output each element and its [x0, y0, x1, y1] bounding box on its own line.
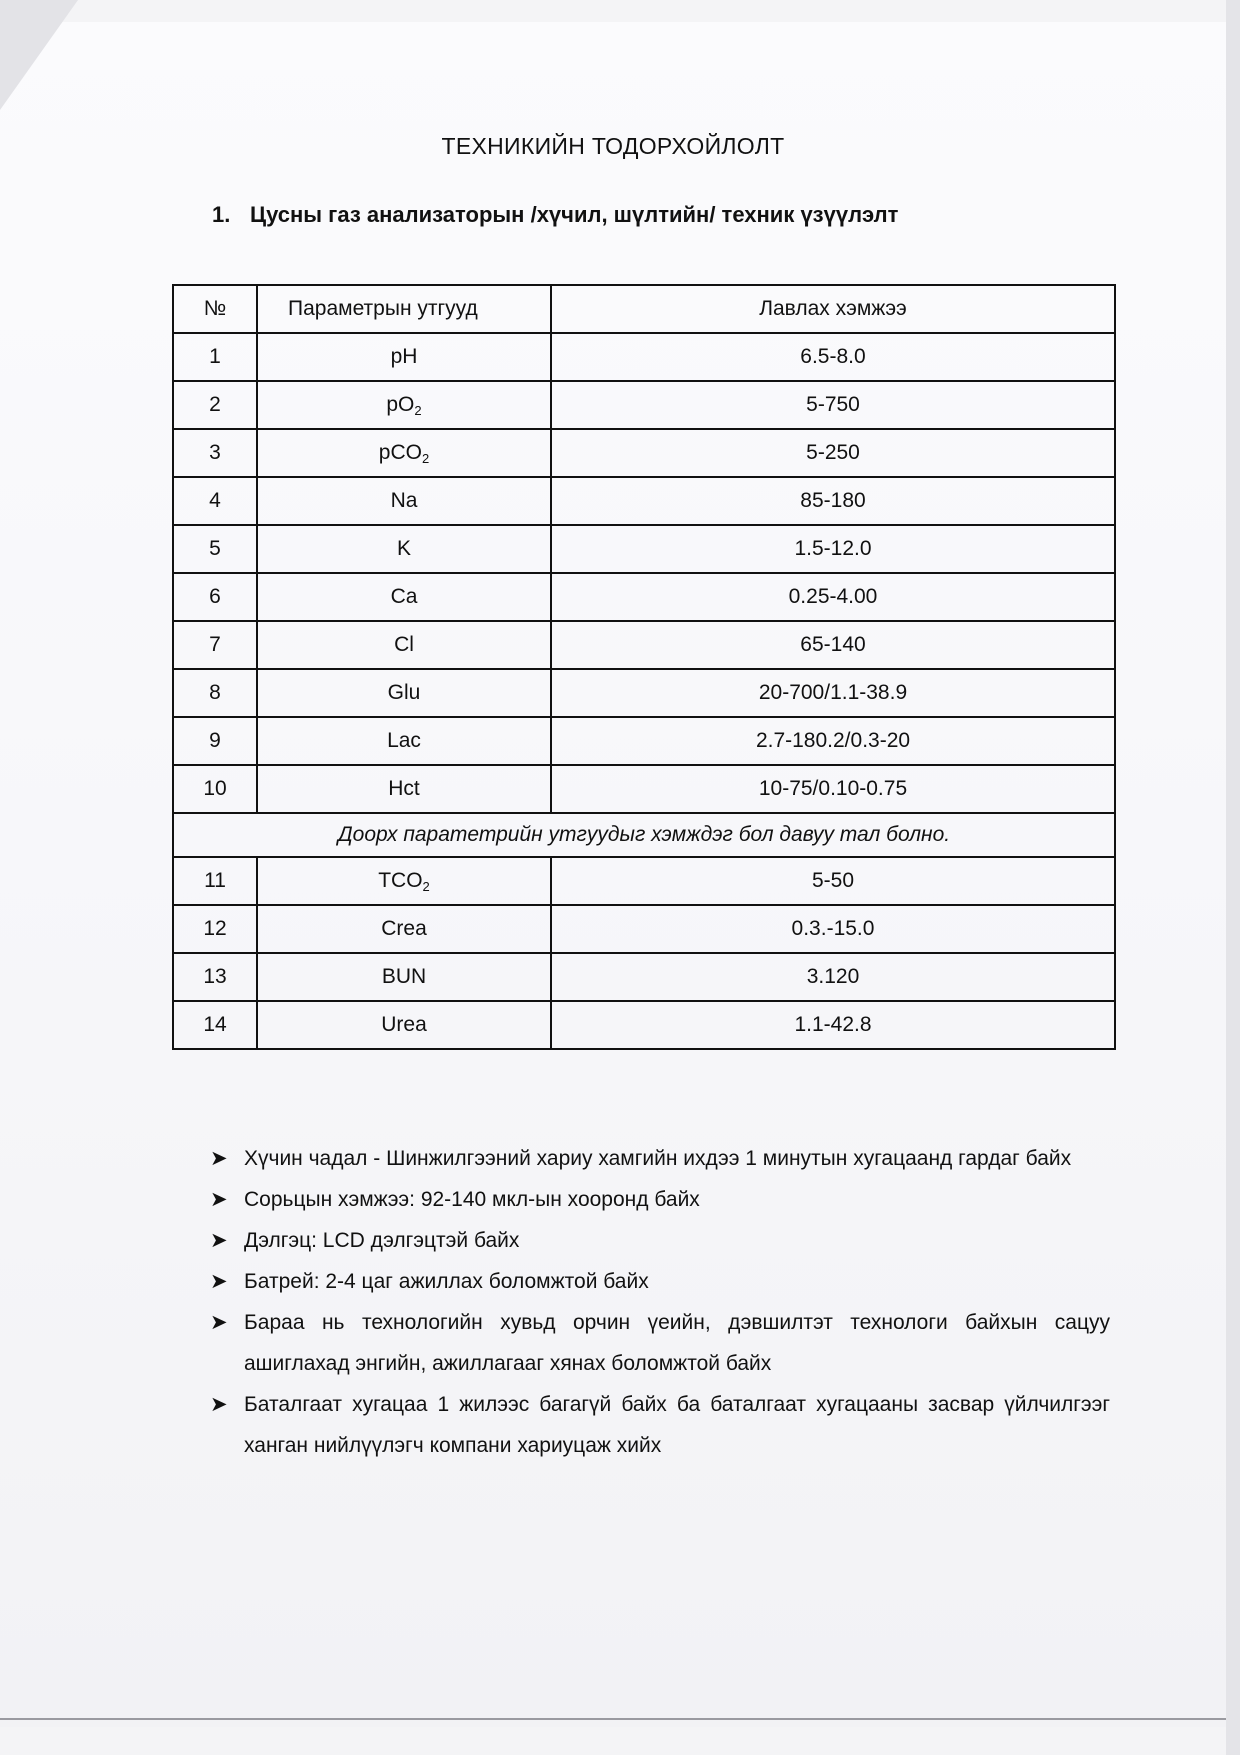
param-symbol: pCO [378, 440, 422, 464]
param-subscript: 2 [414, 402, 422, 418]
table-row [173, 765, 1115, 813]
list-item [210, 1179, 1110, 1220]
document-heading: ТЕХНИКИЙН ТОДОРХОЙЛОЛТ [441, 133, 785, 159]
param-name [257, 621, 551, 669]
list-item-text: Сорьцын хэмжээ: 92-140 мкл-ын хооронд байх [244, 1188, 700, 1211]
param-symbol: Glu [387, 681, 421, 704]
param-name [257, 573, 551, 621]
row-number: 4 [173, 477, 257, 525]
param-name [257, 905, 551, 953]
table-row [173, 717, 1115, 765]
table-note-row [173, 813, 1115, 857]
param-name [257, 429, 551, 477]
table-row [173, 333, 1115, 381]
param-name [257, 333, 551, 381]
row-number: 8 [173, 669, 257, 717]
param-symbol: pO [386, 392, 415, 416]
table-row [173, 525, 1115, 573]
list-item-text: Дэлгэц: LCD дэлгэцтэй байх [244, 1229, 520, 1252]
list-item [210, 1220, 1110, 1261]
param-name [257, 477, 551, 525]
table-row [173, 477, 1115, 525]
reference-range: 2.7-180.2/0.3-20 [551, 717, 1115, 765]
table-row [173, 381, 1115, 429]
row-number: 1 [173, 333, 257, 381]
param-name [257, 717, 551, 765]
arrow-bullet-icon: ➤ [210, 1270, 228, 1293]
table-row [173, 429, 1115, 477]
param-subscript: 2 [421, 450, 430, 466]
table-row [173, 905, 1115, 953]
param-subscript: 2 [422, 878, 430, 894]
param-name [257, 381, 551, 429]
param-symbol: BUN [381, 965, 427, 988]
row-number: 7 [173, 621, 257, 669]
param-name [257, 765, 551, 813]
list-item [210, 1302, 1110, 1384]
table-row [173, 953, 1115, 1001]
row-number: 12 [173, 905, 257, 953]
param-symbol: K [396, 537, 411, 560]
reference-range: 6.5-8.0 [551, 333, 1115, 381]
param-name [257, 669, 551, 717]
reference-range: 3.120 [551, 953, 1115, 1001]
spec-table [172, 284, 1116, 1050]
section-title [212, 202, 898, 228]
list-item [210, 1384, 1110, 1466]
param-name [257, 1001, 551, 1049]
row-number: 9 [173, 717, 257, 765]
arrow-bullet-icon: ➤ [210, 1147, 228, 1170]
reference-range: 5-750 [551, 381, 1115, 429]
param-symbol: Hct [388, 777, 420, 800]
row-number: 14 [173, 1001, 257, 1049]
section-title-text: Цусны газ анализаторын /хүчил, шүлтийн/ техник үзүүлэлт [250, 202, 899, 227]
row-number: 11 [173, 857, 257, 905]
requirements-list [210, 1138, 1110, 1466]
reference-range: 65-140 [551, 621, 1115, 669]
param-symbol: TCO [378, 868, 423, 892]
reference-range: 1.5-12.0 [551, 525, 1115, 573]
arrow-bullet-icon: ➤ [210, 1311, 228, 1334]
arrow-bullet-icon: ➤ [210, 1229, 228, 1252]
param-name [257, 953, 551, 1001]
header-ref: Лавлах хэмжээ [551, 285, 1115, 333]
table-note: Доорх паратетрийн утгуудыг хэмждэг бол давуу тал болно. [173, 813, 1115, 857]
row-number: 13 [173, 953, 257, 1001]
list-item [210, 1261, 1110, 1302]
page-bottom-edge [0, 1718, 1226, 1720]
reference-range: 0.25-4.00 [551, 573, 1115, 621]
list-item-text: Баталгаат хугацаа 1 жилээс багагүй байх ба баталгаат хугацааны засвар үйлчилгээг ханган нийлүүлэгч компани хариуцаж хийх [244, 1393, 1110, 1457]
param-symbol: Ca [390, 585, 418, 608]
param-symbol: Urea [381, 1013, 427, 1036]
header-no: № [173, 285, 257, 333]
reference-range: 5-250 [551, 429, 1115, 477]
row-number: 5 [173, 525, 257, 573]
arrow-bullet-icon: ➤ [210, 1393, 228, 1416]
param-name [257, 857, 551, 905]
table-row [173, 1001, 1115, 1049]
param-symbol: Cl [394, 633, 414, 656]
table-row [173, 857, 1115, 905]
row-number: 10 [173, 765, 257, 813]
reference-range: 85-180 [551, 477, 1115, 525]
param-symbol: Lac [387, 729, 421, 752]
list-item-text: Бараа нь технологийн хувьд орчин үеийн, дэвшилтэт технологи байхын сацуу ашиглахад энгийн, ажиллагааг хянах боломжтой байх [244, 1311, 1110, 1375]
row-number: 3 [173, 429, 257, 477]
table-row [173, 621, 1115, 669]
header-param: Параметрын утгууд [257, 285, 551, 333]
param-name [257, 525, 551, 573]
list-item-text: Батрей: 2-4 цаг ажиллах боломжтой байх [244, 1270, 649, 1293]
section-number: 1. [212, 202, 231, 227]
reference-range: 10-75/0.10-0.75 [551, 765, 1115, 813]
table-row [173, 573, 1115, 621]
param-symbol: Crea [381, 917, 427, 940]
reference-range: 0.3.-15.0 [551, 905, 1115, 953]
table-header-row [173, 285, 1115, 333]
row-number: 6 [173, 573, 257, 621]
list-item [210, 1138, 1110, 1179]
list-item-text: Хүчин чадал - Шинжилгээний хариу хамгийн ихдээ 1 минутын хугацаанд гардаг байх [244, 1147, 1072, 1170]
param-symbol: pH [390, 345, 418, 368]
page-edge [1226, 0, 1240, 1755]
param-symbol: Na [390, 489, 418, 512]
reference-range: 1.1-42.8 [551, 1001, 1115, 1049]
table-row [173, 669, 1115, 717]
arrow-bullet-icon: ➤ [210, 1188, 228, 1211]
row-number: 2 [173, 381, 257, 429]
reference-range: 20-700/1.1-38.9 [551, 669, 1115, 717]
reference-range: 5-50 [551, 857, 1115, 905]
folded-corner [0, 0, 78, 110]
